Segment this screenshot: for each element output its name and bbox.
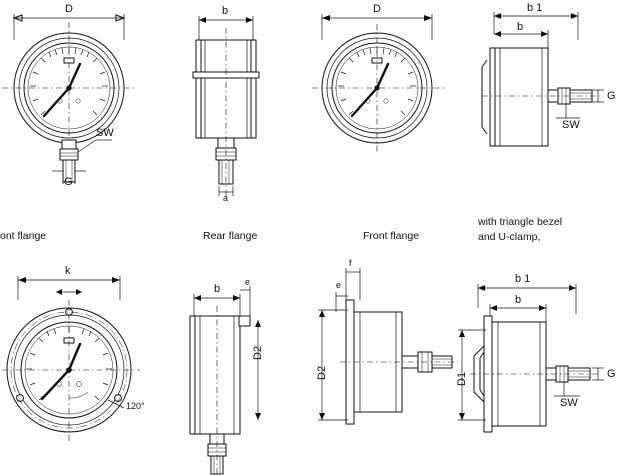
view-triangle-bezel-u-clamp bbox=[482, 12, 604, 146]
view-rear-flange-face-bottom bbox=[2, 276, 140, 442]
dim-label-D2-rear-side-bottom: D2 bbox=[252, 345, 264, 360]
dim-label-SW-u-clamp-bottom: SW bbox=[560, 397, 578, 409]
dim-label-D2-front-side-bottom: D2 bbox=[316, 365, 328, 380]
dim-label-f-front-side-bottom: f bbox=[349, 258, 352, 268]
dim-label-G-top-left: G bbox=[64, 176, 73, 188]
dim-label-G-u-clamp-bottom: G bbox=[607, 368, 616, 380]
dim-label-SW-top-left: SW bbox=[96, 127, 114, 139]
dim-label-D-front-flange: D bbox=[373, 3, 381, 15]
dim-label-b1-u-clamp-bottom: b 1 bbox=[515, 273, 531, 285]
dim-label-SW-triangle: SW bbox=[562, 119, 580, 131]
caption-rear-flange: Rear flange bbox=[203, 230, 258, 242]
caption-triangle-line2: and U-clamp, bbox=[478, 231, 541, 243]
dim-label-angle-120: 120° bbox=[126, 401, 145, 411]
dim-label-D-top-left: D bbox=[65, 3, 73, 15]
view-front-flange-top-left bbox=[2, 14, 136, 184]
dim-label-D1-u-clamp-bottom: D1 bbox=[456, 371, 468, 386]
dim-label-G-triangle: G bbox=[607, 90, 616, 102]
dim-label-e-rear-side-bottom: e bbox=[245, 277, 251, 287]
dim-label-k-bottom-left: k bbox=[65, 265, 71, 277]
dim-label-b-rear-side-bottom: b bbox=[214, 283, 221, 295]
caption-front-flange-cut: ont flange bbox=[0, 230, 47, 242]
dim-label-b-triangle: b bbox=[517, 21, 524, 33]
caption-triangle-line1: with triangle bezel bbox=[478, 216, 563, 228]
view-front-flange-side-bottom bbox=[318, 268, 458, 424]
caption-front-flange: Front flange bbox=[363, 230, 420, 242]
view-front-flange-face bbox=[312, 14, 444, 152]
dim-label-a-rear-flange: a bbox=[223, 193, 229, 203]
dim-label-e-front-side-bottom: e bbox=[336, 280, 342, 290]
dim-label-b-u-clamp-bottom: b bbox=[515, 294, 522, 306]
dim-label-b1-triangle: b 1 bbox=[527, 2, 543, 14]
view-rear-flange-side-bottom bbox=[190, 286, 261, 474]
view-rear-flange-side bbox=[193, 16, 259, 196]
dim-label-b-rear-flange: b bbox=[222, 5, 229, 17]
view-u-clamp-side-bottom bbox=[458, 284, 604, 432]
